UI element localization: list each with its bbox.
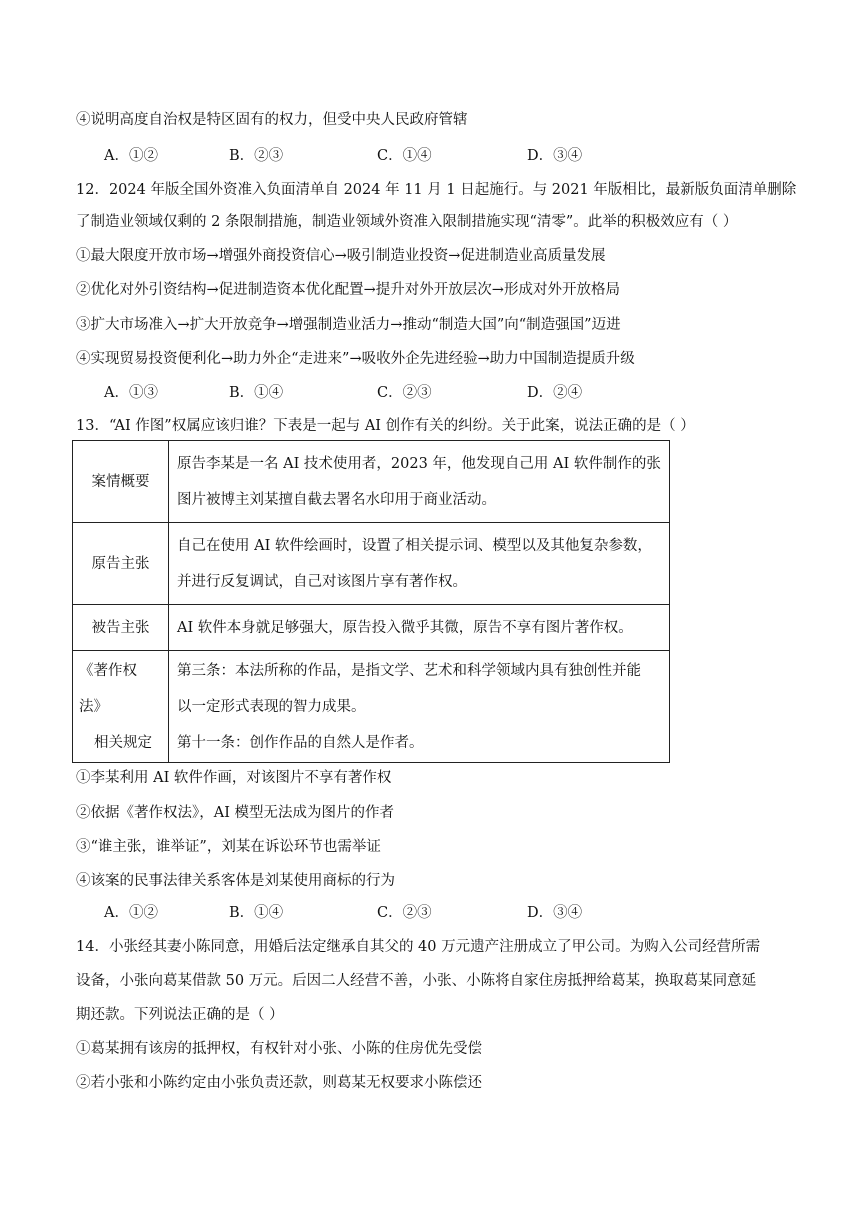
case-table <box>72 440 670 763</box>
q13-item-3: ③“谁主张，谁举证”，刘某在诉讼环节也需举证 <box>76 839 381 855</box>
plaintiff-claim-line-1: 自己在使用 AI 软件绘画时，设置了相关提示词、模型以及其他复杂参数， <box>177 537 652 554</box>
copyright-law-label-line-1: 《著作权 <box>79 662 137 679</box>
q12-stem-line-2: 了制造业领域仅剩的 2 条限制措施，制造业领域外资准入限制措施实现“清零”。此举的积极效应有（ ） <box>76 214 738 230</box>
copyright-law-label-line-3: 相关规定 <box>94 734 152 751</box>
q11-option-a: A．①② <box>104 148 158 164</box>
q13-item-1: ①李某利用 AI 软件作画，对该图片不享有著作权 <box>76 770 392 786</box>
defendant-claim-content: AI 软件本身就足够强大，原告投入微乎其微，原告不享有图片著作权。 <box>169 605 670 651</box>
copyright-law-line-2: 以一定形式表现的智力成果。 <box>177 698 366 715</box>
copyright-law-label-line-2: 法》 <box>79 698 108 715</box>
copyright-law-label <box>73 651 169 763</box>
q12-stem-line-1: 12．2024 年版全国外资准入负面清单自 2024 年 11 月 1 日起施行。与 2021 年版相比，最新版负面清单删除 <box>76 182 797 198</box>
q13-option-c: C．②③ <box>377 905 432 921</box>
q12-item-3: ③扩大市场准入→扩大开放竞争→增强制造业活力→推动“制造大国”向“制造强国”迈进 <box>76 317 621 333</box>
q12-option-a: A．①③ <box>104 385 158 401</box>
case-summary-content <box>169 441 670 523</box>
q13-stem: 13．“AI 作图”权属应该归谁？下表是一起与 AI 创作有关的纠纷。关于此案，说法正确的是（ ） <box>76 418 695 434</box>
case-row-plaintiff <box>73 523 670 605</box>
q13-option-d: D．③④ <box>527 905 583 921</box>
q11-option-d: D．③④ <box>527 148 583 164</box>
q13-option-b: B．①④ <box>229 905 284 921</box>
q13-item-4: ④该案的民事法律关系客体是刘某使用商标的行为 <box>76 873 395 889</box>
q12-option-b: B．①④ <box>229 385 284 401</box>
copyright-law-content <box>169 651 670 763</box>
q11-option-b: B．②③ <box>229 148 284 164</box>
defendant-claim-label: 被告主张 <box>73 605 169 651</box>
q14-item-2: ②若小张和小陈约定由小张负责还款，则葛某无权要求小陈偿还 <box>76 1075 482 1091</box>
q12-option-d: D．②④ <box>527 385 583 401</box>
case-summary-line-1: 原告李某是一名 AI 技术使用者，2023 年，他发现自己用 AI 软件制作的张 <box>177 455 661 472</box>
case-row-law <box>73 651 670 763</box>
case-row-defendant <box>73 605 670 651</box>
case-row-summary <box>73 441 670 523</box>
q12-item-1: ①最大限度开放市场→增强外商投资信心→吸引制造业投资→促进制造业高质量发展 <box>76 248 606 264</box>
plaintiff-claim-content <box>169 523 670 605</box>
q12-option-c: C．②③ <box>377 385 432 401</box>
q14-stem-line-2: 设备，小张向葛某借款 50 万元。后因二人经营不善，小张、小陈将自家住房抵押给葛某，换取葛某同意延 <box>76 973 757 989</box>
case-summary-label: 案情概要 <box>73 441 169 523</box>
plaintiff-claim-label: 原告主张 <box>73 523 169 605</box>
q14-stem-line-1: 14．小张经其妻小陈同意，用婚后法定继承自其父的 40 万元遗产注册成立了甲公司。为购入公司经营所需 <box>76 939 761 955</box>
q13-item-2: ②依据《著作权法》，AI 模型无法成为图片的作者 <box>76 805 395 821</box>
plaintiff-claim-line-2: 并进行反复调试，自己对该图片享有著作权。 <box>177 573 467 590</box>
q14-item-1: ①葛某拥有该房的抵押权，有权针对小张、小陈的住房优先受偿 <box>76 1041 482 1057</box>
q11-item-4: ④说明高度自治权是特区固有的权力，但受中央人民政府管辖 <box>76 112 468 128</box>
q14-stem-line-3: 期还款。下列说法正确的是（ ） <box>76 1007 284 1023</box>
case-summary-line-2: 图片被博主刘某擅自截去署名水印用于商业活动。 <box>177 491 496 508</box>
copyright-law-line-3: 第十一条：创作作品的自然人是作者。 <box>177 734 424 751</box>
q12-item-4: ④实现贸易投资便利化→助力外企“走进来”→吸收外企先进经验→助力中国制造提质升级 <box>76 351 635 367</box>
q13-option-a: A．①② <box>104 905 158 921</box>
q12-item-2: ②优化对外引资结构→促进制造资本优化配置→提升对外开放层次→形成对外开放格局 <box>76 282 620 298</box>
q11-option-c: C．①④ <box>377 148 432 164</box>
copyright-law-line-1: 第三条：本法所称的作品，是指文学、艺术和科学领域内具有独创性并能 <box>177 662 641 679</box>
